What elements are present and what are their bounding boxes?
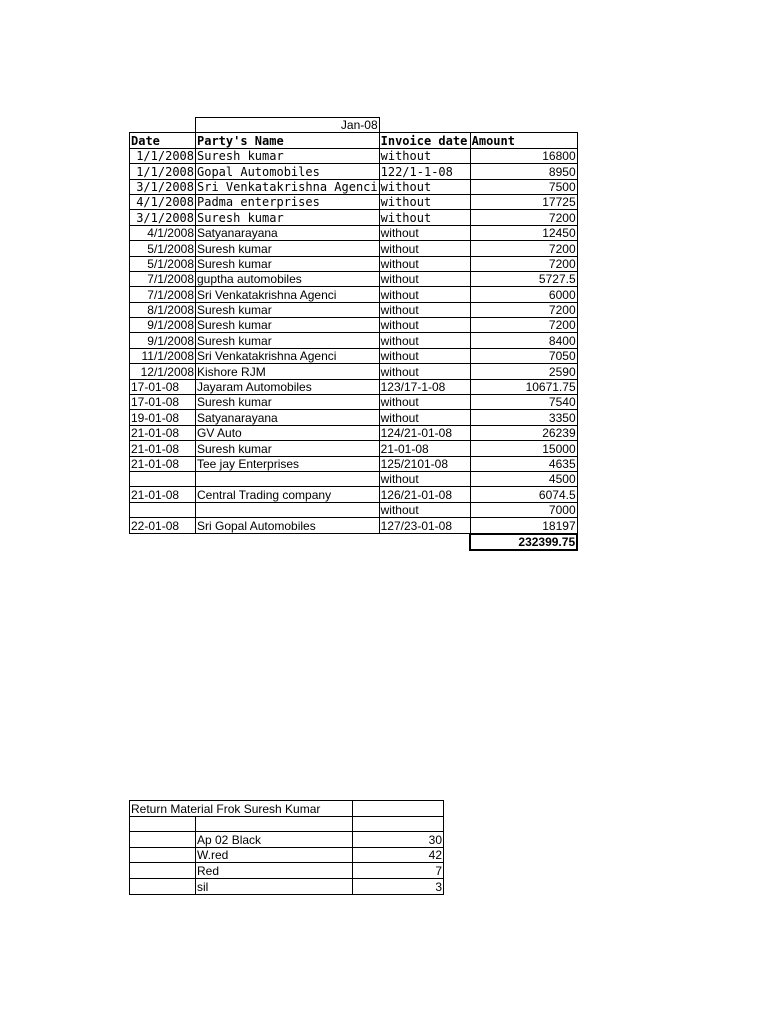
invoice-date-cell[interactable]: 126/21-01-08 xyxy=(379,487,470,502)
item-name-cell[interactable]: Ap 02 Black xyxy=(196,832,353,848)
party-name-cell[interactable]: Suresh kumar xyxy=(196,318,380,333)
invoice-date-cell[interactable]: without xyxy=(379,287,470,302)
table-row xyxy=(130,441,578,456)
invoice-date-cell[interactable]: without xyxy=(379,148,470,163)
invoice-date-cell[interactable]: without xyxy=(379,194,470,209)
table-row xyxy=(130,395,578,410)
date-cell[interactable]: 4/1/2008 xyxy=(130,225,196,240)
amount-cell[interactable]: 7200 xyxy=(470,302,577,317)
invoice-date-cell[interactable]: 124/21-01-08 xyxy=(379,425,470,440)
party-name-cell[interactable]: Satyanarayana xyxy=(196,225,380,240)
date-cell[interactable]: 21-01-08 xyxy=(130,425,196,440)
amount-cell[interactable]: 7540 xyxy=(470,395,577,410)
amount-cell[interactable]: 12450 xyxy=(470,225,577,240)
invoice-date-cell[interactable]: 123/17-1-08 xyxy=(379,379,470,394)
party-name-cell[interactable]: Sri Venkatakrishna Agenci xyxy=(196,348,380,363)
table-row xyxy=(130,471,578,486)
return-item-row xyxy=(130,863,444,879)
date-cell[interactable]: 1/1/2008 xyxy=(130,164,196,179)
invoice-date-cell[interactable]: without xyxy=(379,395,470,410)
party-name-cell[interactable]: Satyanarayana xyxy=(196,410,380,425)
table-row xyxy=(130,364,578,379)
table-row xyxy=(130,518,578,534)
party-name-cell[interactable]: Suresh kumar xyxy=(196,241,380,256)
blank-cell[interactable] xyxy=(130,863,196,879)
party-name-cell[interactable]: Suresh kumar xyxy=(196,148,380,163)
amount-cell[interactable]: 7200 xyxy=(470,256,577,271)
amount-cell[interactable]: 7000 xyxy=(470,502,577,517)
header-party[interactable]: Party's Name xyxy=(196,133,380,148)
table-row xyxy=(130,194,578,209)
header-amount[interactable]: Amount xyxy=(470,133,577,148)
party-name-cell[interactable]: GV Auto xyxy=(196,425,380,440)
item-name-cell[interactable]: Red xyxy=(196,863,353,879)
party-name-cell[interactable]: Suresh kumar xyxy=(196,256,380,271)
amount-cell[interactable]: 26239 xyxy=(470,425,577,440)
party-name-cell[interactable]: Jayaram Automobiles xyxy=(196,379,380,394)
date-cell[interactable]: 3/1/2008 xyxy=(130,210,196,225)
amount-cell[interactable]: 2590 xyxy=(470,364,577,379)
table-row xyxy=(130,287,578,302)
invoice-date-cell[interactable]: without xyxy=(379,225,470,240)
invoice-date-cell[interactable]: without xyxy=(379,333,470,348)
amount-cell[interactable]: 7050 xyxy=(470,348,577,363)
item-qty-cell[interactable]: 42 xyxy=(353,847,444,863)
month-row xyxy=(130,118,578,133)
invoice-date-cell[interactable]: without xyxy=(379,210,470,225)
date-cell[interactable] xyxy=(130,471,196,486)
total-row xyxy=(130,534,578,550)
invoice-date-cell[interactable]: without xyxy=(379,318,470,333)
item-qty-cell[interactable]: 3 xyxy=(353,878,444,894)
party-name-cell[interactable]: Suresh kumar xyxy=(196,302,380,317)
return-title-blank[interactable] xyxy=(353,801,444,817)
return-item-row xyxy=(130,847,444,863)
date-cell[interactable]: 9/1/2008 xyxy=(130,318,196,333)
invoice-date-cell[interactable]: without xyxy=(379,179,470,194)
month-label[interactable]: Jan-08 xyxy=(196,118,380,133)
date-cell[interactable]: 5/1/2008 xyxy=(130,256,196,271)
date-cell[interactable] xyxy=(130,502,196,517)
invoice-date-cell[interactable]: without xyxy=(379,256,470,271)
invoice-date-cell[interactable]: 125/2101-08 xyxy=(379,456,470,471)
table-row xyxy=(130,256,578,271)
return-blank-row xyxy=(130,816,444,832)
table-row xyxy=(130,318,578,333)
table-row xyxy=(130,487,578,502)
date-cell[interactable]: 4/1/2008 xyxy=(130,194,196,209)
date-cell[interactable]: 21-01-08 xyxy=(130,487,196,502)
date-cell[interactable]: 8/1/2008 xyxy=(130,302,196,317)
table-row xyxy=(130,271,578,286)
date-cell[interactable]: 21-01-08 xyxy=(130,456,196,471)
party-name-cell[interactable]: Tee jay Enterprises xyxy=(196,456,380,471)
amount-cell[interactable]: 15000 xyxy=(470,441,577,456)
table-row xyxy=(130,225,578,240)
invoice-date-cell[interactable]: without xyxy=(379,364,470,379)
item-qty-cell[interactable]: 7 xyxy=(353,863,444,879)
party-name-cell[interactable]: Suresh kumar xyxy=(196,210,380,225)
party-name-cell[interactable]: Sri Gopal Automobiles xyxy=(196,518,380,534)
date-cell[interactable]: 22-01-08 xyxy=(130,518,196,534)
blank-cell[interactable] xyxy=(130,832,196,848)
invoice-date-cell[interactable]: without xyxy=(379,241,470,256)
party-name-cell[interactable]: Suresh kumar xyxy=(196,395,380,410)
table-row xyxy=(130,333,578,348)
invoice-date-cell[interactable]: without xyxy=(379,348,470,363)
invoice-date-cell[interactable]: without xyxy=(379,471,470,486)
amount-cell[interactable]: 8950 xyxy=(470,164,577,179)
invoice-date-cell[interactable]: without xyxy=(379,502,470,517)
invoice-date-cell[interactable]: 122/1-1-08 xyxy=(379,164,470,179)
table-row xyxy=(130,148,578,163)
amount-cell[interactable]: 4500 xyxy=(470,471,577,486)
item-name-cell[interactable]: sil xyxy=(196,878,353,894)
invoice-date-cell[interactable]: 21-01-08 xyxy=(379,441,470,456)
header-row xyxy=(130,133,578,148)
return-item-row xyxy=(130,878,444,894)
amount-cell[interactable]: 17725 xyxy=(470,194,577,209)
party-name-cell[interactable]: Kishore RJM xyxy=(196,364,380,379)
table-row xyxy=(130,164,578,179)
party-name-cell[interactable]: Suresh kumar xyxy=(196,441,380,456)
blank-cell[interactable] xyxy=(130,847,196,863)
return-title[interactable]: Return Material Frok Suresh Kumar xyxy=(130,801,353,817)
invoice-date-cell[interactable]: without xyxy=(379,271,470,286)
date-cell[interactable]: 3/1/2008 xyxy=(130,179,196,194)
date-cell[interactable]: 17-01-08 xyxy=(130,395,196,410)
sales-ledger-table xyxy=(129,117,578,551)
date-cell[interactable]: 17-01-08 xyxy=(130,379,196,394)
table-row xyxy=(130,210,578,225)
amount-cell[interactable]: 16800 xyxy=(470,148,577,163)
table-row xyxy=(130,456,578,471)
date-cell[interactable]: 1/1/2008 xyxy=(130,148,196,163)
party-name-cell[interactable]: Padma enterprises xyxy=(196,194,380,209)
table-row xyxy=(130,410,578,425)
header-date[interactable]: Date xyxy=(130,133,196,148)
party-name-cell[interactable]: Sri Venkatakrishna Agenci xyxy=(196,287,380,302)
table-row xyxy=(130,348,578,363)
header-invoice[interactable]: Invoice date xyxy=(379,133,470,148)
date-cell[interactable]: 12/1/2008 xyxy=(130,364,196,379)
item-name-cell[interactable]: W.red xyxy=(196,847,353,863)
date-cell[interactable]: 9/1/2008 xyxy=(130,333,196,348)
table-row xyxy=(130,241,578,256)
party-name-cell[interactable]: Sri Venkatakrishna Agenci xyxy=(197,179,378,194)
party-name-cell[interactable]: Suresh kumar xyxy=(196,333,380,348)
date-cell[interactable]: 19-01-08 xyxy=(130,410,196,425)
date-cell[interactable]: 11/1/2008 xyxy=(130,348,196,363)
table-row xyxy=(130,302,578,317)
amount-cell[interactable]: 4635 xyxy=(470,456,577,471)
table-row xyxy=(130,425,578,440)
amount-cell[interactable]: 5727.5 xyxy=(470,271,577,286)
party-name-cell[interactable] xyxy=(196,471,380,486)
return-title-row xyxy=(130,801,444,817)
invoice-date-cell[interactable]: without xyxy=(379,410,470,425)
amount-cell[interactable]: 8400 xyxy=(470,333,577,348)
amount-cell[interactable]: 3350 xyxy=(470,410,577,425)
party-name-cell[interactable]: Gopal Automobiles xyxy=(196,164,380,179)
amount-cell[interactable]: 10671.75 xyxy=(470,379,577,394)
party-name-cell[interactable]: Central Trading company xyxy=(196,487,380,502)
party-name-cell[interactable]: guptha automobiles xyxy=(196,271,380,286)
invoice-date-cell[interactable]: 127/23-01-08 xyxy=(379,518,470,534)
table-row xyxy=(130,502,578,517)
date-cell[interactable]: 21-01-08 xyxy=(130,441,196,456)
return-material-table xyxy=(129,800,444,895)
item-qty-cell[interactable]: 30 xyxy=(353,832,444,848)
amount-cell[interactable]: 7500 xyxy=(470,179,577,194)
table-row xyxy=(130,379,578,394)
table-row xyxy=(130,179,578,194)
blank-cell[interactable] xyxy=(130,878,196,894)
date-cell[interactable]: 5/1/2008 xyxy=(130,241,196,256)
amount-cell[interactable]: 6074.5 xyxy=(470,487,577,502)
invoice-date-cell[interactable]: without xyxy=(379,302,470,317)
grand-total[interactable]: 232399.75 xyxy=(470,534,577,550)
date-cell[interactable]: 7/1/2008 xyxy=(130,287,196,302)
amount-cell[interactable]: 7200 xyxy=(470,241,577,256)
amount-cell[interactable]: 6000 xyxy=(470,287,577,302)
amount-cell[interactable]: 7200 xyxy=(470,210,577,225)
return-item-row xyxy=(130,832,444,848)
amount-cell[interactable]: 7200 xyxy=(470,318,577,333)
date-cell[interactable]: 7/1/2008 xyxy=(130,271,196,286)
amount-cell[interactable]: 18197 xyxy=(470,518,577,534)
party-name-cell[interactable] xyxy=(196,502,380,517)
